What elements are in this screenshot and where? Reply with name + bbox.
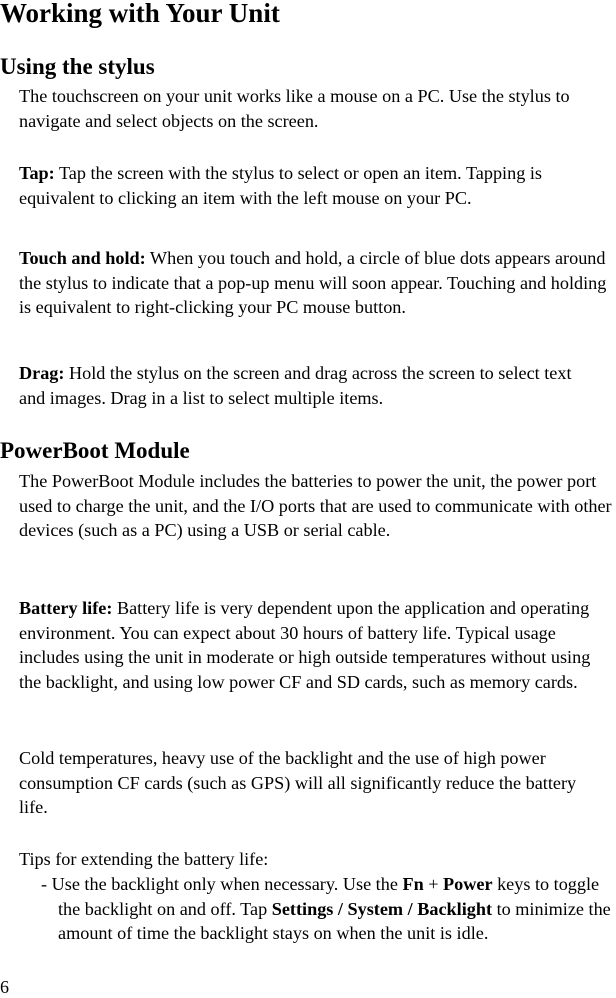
tip-prefix: - Use the backlight only when necessary. Use the <box>41 874 403 894</box>
drag-paragraph <box>19 361 599 410</box>
stylus-intro-paragraph: The touchscreen on your unit works like a mouse on a PC. Use the stylus to navigate and select objects on the screen. <box>19 86 570 131</box>
tip-mid: keys to toggle the backlight on and off. Tap <box>58 874 600 919</box>
settings-path: Settings / System / Backlight <box>271 898 493 919</box>
tap-text: Tap the screen with the stylus to select or open an item. Tapping is equivalent to clicking an item with the left mouse on your PC. <box>19 163 542 208</box>
cold-temperatures-paragraph: Cold temperatures, heavy use of the backlight and the use of high power consumption CF cards (such as GPS) will all significantly reduce the battery life. <box>19 748 577 817</box>
plus-sign: + <box>423 874 444 894</box>
drag-term: Drag: <box>19 363 65 383</box>
battery-life-text: Battery life is very dependent upon the application and operating environment. You can expect about 30 hours of battery life. Typical usage includes using the unit in moderate or high outside temperatures without using the backlight, and using low power CF and SD cards, such as memory cards. <box>19 598 591 692</box>
battery-life-term: Battery life: <box>19 598 113 618</box>
tips-intro: Tips for extending the battery life: <box>19 849 269 869</box>
powerboot-heading: PowerBoot Module <box>0 438 190 463</box>
tap-paragraph <box>19 161 599 210</box>
tip-suffix: to minimize the amount of time the backlight stays on when the unit is idle. <box>58 898 611 943</box>
touch-hold-text: When you touch and hold, a circle of blue dots appears around the stylus to indicate that a pop-up menu will soon appear. Touching and holding is equivalent to right-clicking your PC mouse button. <box>19 248 607 317</box>
page-number: 6 <box>0 977 9 997</box>
touch-hold-paragraph <box>19 246 609 320</box>
battery-life-paragraph <box>19 596 616 694</box>
tap-term: Tap: <box>19 163 55 183</box>
tip-backlight-item <box>41 872 614 946</box>
powerboot-intro-paragraph: The PowerBoot Module includes the batteries to power the unit, the power port used to charge the unit, and the I/O ports that are used to communicate with other devices (such as a PC) using a USB or serial cable. <box>19 471 612 540</box>
power-key: Power <box>443 874 493 894</box>
drag-text: Hold the stylus on the screen and drag across the screen to select text and images. Drag in a list to select multiple items. <box>19 363 572 408</box>
stylus-heading: Using the stylus <box>0 54 155 79</box>
fn-key: Fn <box>402 874 424 894</box>
touch-hold-term: Touch and hold: <box>19 248 146 268</box>
page-title: Working with Your Unit <box>0 0 280 28</box>
